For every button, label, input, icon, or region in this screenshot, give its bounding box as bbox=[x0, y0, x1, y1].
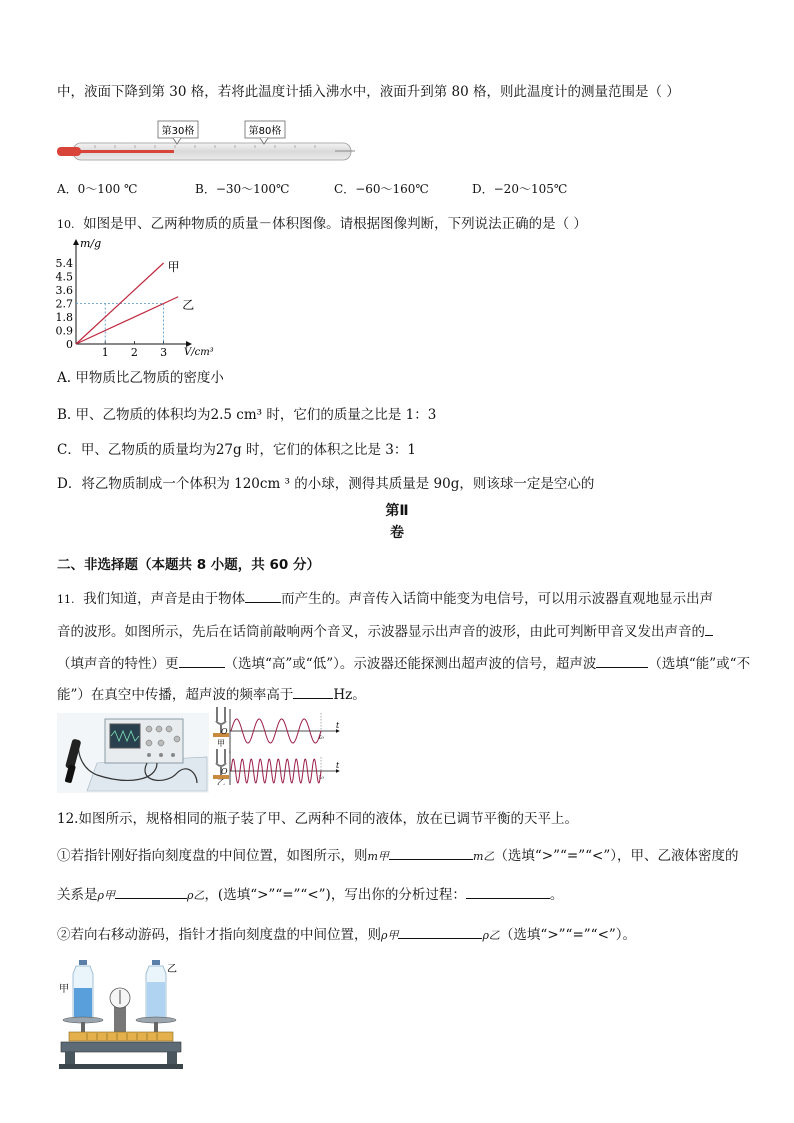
thermometer-figure bbox=[55, 118, 360, 168]
q11-line2: 音的波形。如图所示，先后在话筒前敲响两个音叉，示波器显示出声音的波形，由此可判断甲音叉发出声音的 bbox=[57, 620, 713, 640]
bottle-label-yi: 乙 bbox=[167, 964, 177, 975]
q10-option-c[interactable]: C．甲、乙物质的质量均为27g 时，它们的体积之比是 3：1 bbox=[57, 442, 416, 458]
y-tick-label: 0.9 bbox=[55, 324, 73, 338]
q9-option-c[interactable]: C．−60～160℃ bbox=[334, 182, 429, 196]
q11-blank-2[interactable] bbox=[705, 621, 713, 636]
axis-t-2: t bbox=[336, 761, 340, 770]
part2-title-line2: 卷 bbox=[390, 525, 404, 541]
q10-stem: 10. 如图是甲、乙两种物质的质量－体积图像。请根据图像判断，下列说法正确的是（ ） bbox=[57, 216, 587, 232]
thermometer-bulb bbox=[57, 147, 81, 156]
x-tick-label: 2 bbox=[130, 346, 138, 358]
q12-blank-2[interactable] bbox=[115, 884, 187, 899]
beam-scale bbox=[69, 1032, 173, 1041]
q11-blank-3[interactable] bbox=[179, 653, 225, 668]
x-axis-label: V/cm³ bbox=[184, 347, 214, 358]
y-tick-label: 1.8 bbox=[55, 311, 73, 324]
series-label-jia: 甲 bbox=[167, 260, 180, 274]
q11-blank-1[interactable] bbox=[245, 588, 281, 603]
fork-label-yi: 乙 bbox=[217, 778, 225, 785]
q11-blank-4[interactable] bbox=[596, 653, 648, 668]
balance-figure bbox=[57, 958, 187, 1070]
balance-base bbox=[61, 1042, 181, 1052]
waveform-yi bbox=[231, 759, 321, 783]
thermometer-liquid bbox=[79, 150, 174, 153]
x-tick-label: 3 bbox=[160, 346, 168, 358]
fork-label-jia: 甲 bbox=[217, 739, 225, 748]
y-axis-label: m/g bbox=[80, 237, 102, 250]
axis-t0-1: t₀ bbox=[319, 734, 324, 741]
bottle-label-jia: 甲 bbox=[59, 984, 69, 995]
q12-line2: 关系是ρ甲 ρ乙，(选填“>”“=”“<”)，写出你的分析过程： 。 bbox=[57, 883, 563, 903]
label-80: 第80格 bbox=[248, 126, 282, 137]
q11-line1: 11. 我们知道，声音是由于物体 而产生的。声音传入话筒中能变为电信号，可以用示波器直观地显示出声 bbox=[57, 587, 713, 607]
q12-blank-3[interactable] bbox=[466, 884, 550, 899]
oscilloscope-photo bbox=[57, 713, 209, 793]
axis-o-1: O bbox=[221, 727, 228, 736]
axis-o-2: O bbox=[221, 767, 228, 776]
series-label-yi: 乙 bbox=[182, 297, 195, 312]
q9-option-b[interactable]: B．−30～100℃ bbox=[195, 182, 290, 196]
axis-t0-2: t₀ bbox=[319, 774, 324, 781]
bottle-jia bbox=[73, 960, 93, 1018]
q11-line4: 能”）在真空中传播，超声波的频率高于 Hz。 bbox=[57, 683, 366, 703]
q12-blank-4[interactable] bbox=[398, 924, 482, 939]
part2-title-line1: 第Ⅱ bbox=[385, 503, 409, 519]
label-30: 第30格 bbox=[161, 126, 195, 137]
q10-option-b[interactable]: B. 甲、乙物质的体积均为2.5 cm³ 时，它们的质量之比是 1：3 bbox=[57, 407, 437, 423]
q12-line1: ①若指针刚好指向刻度盘的中间位置，如图所示，则m甲 m乙（选填“>”“=”“<”），甲、乙液体密度的 bbox=[57, 844, 738, 864]
axis-t-1: t bbox=[336, 721, 340, 730]
y-tick-label: 4.5 bbox=[55, 270, 73, 284]
mass-volume-chart bbox=[55, 236, 225, 358]
series-line-yi bbox=[76, 297, 178, 344]
y-tick-label: 5.4 bbox=[55, 257, 73, 270]
y-tick-label: 0 bbox=[66, 338, 73, 351]
waveforms-figure bbox=[213, 705, 343, 785]
q9-stem: 中，液面下降到第 30 格，若将此温度计插入沸水中，液面升到第 80 格，则此温度计的测量范围是（ ） bbox=[57, 84, 680, 100]
section-heading: 二、非选择题（本题共 8 小题，共 60 分） bbox=[57, 557, 320, 573]
q12-stem: 12.如图所示，规格相同的瓶子装了甲、乙两种不同的液体，放在已调节平衡的天平上。 bbox=[57, 811, 578, 827]
q11-line3: （填声音的特性）更 （选填“高”或“低”）。示波器还能探测出超声波的信号，超声波 （选填“能”或“不 bbox=[57, 652, 750, 672]
y-tick-label: 3.6 bbox=[55, 284, 73, 297]
q11-blank-5[interactable] bbox=[293, 684, 333, 699]
bottle-yi bbox=[146, 960, 166, 1018]
x-tick-label: 1 bbox=[101, 346, 109, 358]
y-tick-label: 2.7 bbox=[55, 297, 73, 311]
q10-option-a[interactable]: A. 甲物质比乙物质的密度小 bbox=[57, 370, 224, 386]
q12-line3: ②若向右移动游码，指针才指向刻度盘的中间位置，则ρ甲 ρ乙（选填“>”“=”“<”）。 bbox=[57, 923, 636, 943]
q9-option-d[interactable]: D．−20～105℃ bbox=[472, 182, 568, 196]
q9-option-a[interactable]: A．0～100 ℃ bbox=[57, 182, 138, 196]
q10-option-d[interactable]: D．将乙物质制成一个体积为 120cm ³ 的小球，测得其质量是 90g，则该球一定是空心的 bbox=[57, 476, 595, 492]
q12-blank-1[interactable] bbox=[389, 845, 473, 860]
